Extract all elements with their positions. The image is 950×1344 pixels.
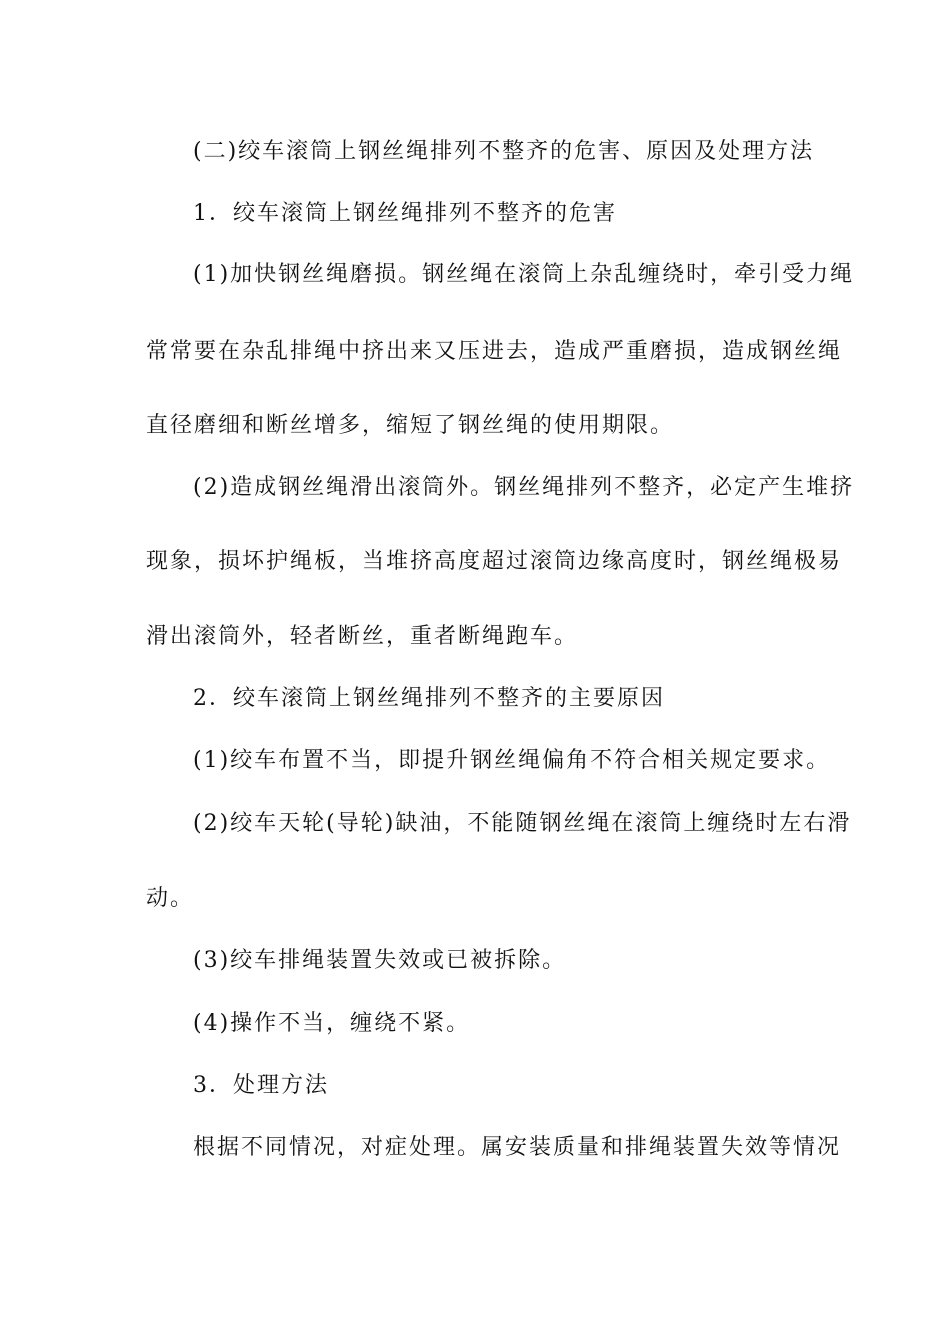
list-item: (4)操作不当，缠绕不紧。 [193,1011,471,1036]
paragraph-line: 滑出滚筒外，轻者断丝，重者断绳跑车。 [146,624,579,649]
paragraph-line: 现象，损坏护绳板，当堆挤高度超过滚筒边缘高度时，钢丝绳极易 [146,549,843,574]
paragraph-line: 根据不同情况，对症处理。属安装质量和排绳装置失效等情况 [193,1135,842,1160]
paragraph-line: (2)造成钢丝绳滑出滚筒外。钢丝绳排列不整齐，必定产生堆挤 [193,475,855,500]
paragraph-line: 常常要在杂乱排绳中挤出来又压进去，造成严重磨损，造成钢丝绳 [146,339,843,364]
paragraph-line: (1)加快钢丝绳磨损。钢丝绳在滚筒上杂乱缠绕时，牵引受力绳 [193,262,855,287]
paragraph-line: 直径磨细和断丝增多，缩短了钢丝绳的使用期限。 [146,413,675,438]
section-heading: (二)绞车滚筒上钢丝绳排列不整齐的危害、原因及处理方法 [193,139,815,164]
list-item: (1)绞车布置不当，即提升钢丝绳偏角不符合相关规定要求。 [193,748,831,773]
subsection-title-methods: 3．处理方法 [193,1073,329,1098]
list-item-continuation: 动。 [146,886,195,911]
list-item: (3)绞车排绳装置失效或已被拆除。 [193,948,567,973]
subsection-title-hazards: 1．绞车滚筒上钢丝绳排列不整齐的危害 [193,201,617,226]
list-item: (2)绞车天轮(导轮)缺油，不能随钢丝绳在滚筒上缠绕时左右滑 [193,811,852,836]
subsection-title-causes: 2．绞车滚筒上钢丝绳排列不整齐的主要原因 [193,686,665,711]
